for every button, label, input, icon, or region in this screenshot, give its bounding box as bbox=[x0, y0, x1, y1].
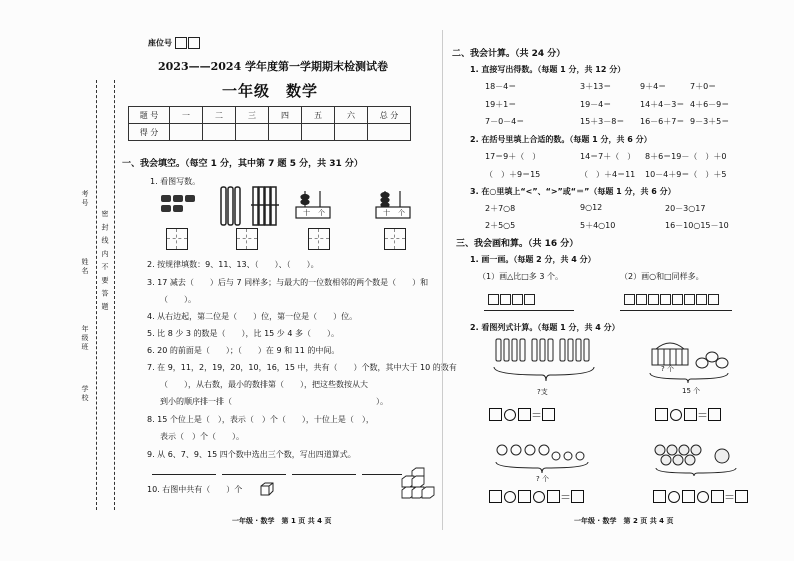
compare-item: 2＋7○8 bbox=[485, 204, 516, 213]
binding-mifeng: 密 封 线 内 不 要 答 题 bbox=[101, 210, 109, 312]
question-7-cont: （ ），从右数，最小的数排第（ ），把这些数按从大 bbox=[160, 380, 368, 389]
answer-line[interactable] bbox=[222, 474, 286, 475]
question-2: 2. 按规律填数：9、11、13、（ ）、（ ）。 bbox=[147, 260, 319, 269]
equation-1: ＝ bbox=[489, 404, 555, 423]
compare-item: 5＋4○10 bbox=[580, 221, 616, 230]
compare-item: 2＋5○5 bbox=[485, 221, 516, 230]
calc-question-1: 1. 直接写出得数。（每题 1 分，共 12 分） bbox=[470, 65, 626, 74]
basket-picture bbox=[640, 335, 740, 387]
answer-box[interactable] bbox=[571, 490, 584, 503]
abacus-label-ones: 个 bbox=[318, 209, 325, 217]
answer-line[interactable] bbox=[292, 474, 356, 475]
balls-picture bbox=[652, 440, 747, 476]
calc-question-3: 3. 在○里填上“<”、“>”或“＝”（每题 1 分，共 6 分） bbox=[470, 187, 676, 196]
seat-label: 座位号 bbox=[148, 38, 172, 48]
binding-line-outer bbox=[96, 80, 97, 510]
seat-number bbox=[148, 37, 201, 49]
exam-subject: 一年级 数学 bbox=[222, 82, 319, 100]
answer-box[interactable] bbox=[518, 490, 531, 503]
square-shape bbox=[672, 294, 683, 305]
operator-circle[interactable] bbox=[697, 491, 709, 503]
answer-box[interactable] bbox=[711, 490, 724, 503]
abacus-icon bbox=[296, 191, 410, 218]
score-cell[interactable] bbox=[302, 124, 335, 141]
question-8: 8. 15 个位上是（ ），表示（ ）个（ ），十位上是（ ）， bbox=[147, 415, 374, 424]
question-3: 3. 17 减去（ ）后与 7 同样多；与最大的一位数相邻的两个数是（ ）和 bbox=[147, 278, 429, 287]
calc-item: 16－6＋7＝ bbox=[640, 117, 685, 126]
answer-box[interactable] bbox=[708, 408, 721, 421]
header-cell: 六 bbox=[335, 107, 368, 124]
apples-question-label: ? 个 bbox=[536, 475, 549, 483]
binding-xuexiao: 学校 bbox=[81, 385, 89, 403]
compare-item: 9○12 bbox=[580, 203, 603, 212]
calc-item: 9－3＋5＝ bbox=[690, 117, 730, 126]
header-cell: 总 分 bbox=[368, 107, 411, 124]
answer-box[interactable] bbox=[542, 408, 555, 421]
answer-box[interactable] bbox=[735, 490, 748, 503]
header-cell: 四 bbox=[269, 107, 302, 124]
digit-answer-box[interactable] bbox=[308, 228, 330, 250]
calc-item: 7－0－4＝ bbox=[485, 117, 525, 126]
binding-kaohao: 考号 bbox=[81, 190, 89, 208]
pencils-question-label: ?支 bbox=[537, 388, 548, 396]
section-2-title: 二、我会计算。（共 24 分） bbox=[452, 49, 566, 59]
score-cell[interactable] bbox=[170, 124, 203, 141]
question-3-cont: （ ）。 bbox=[160, 295, 196, 304]
square-row-b bbox=[624, 289, 720, 308]
question-10: 10. 右图中共有（ ）个 bbox=[147, 485, 243, 494]
section-3-title: 三、我会画和算。（共 16 分） bbox=[456, 239, 579, 249]
fill-item: （ ）＋9＝15 bbox=[485, 170, 541, 179]
binding-xingming: 姓名 bbox=[81, 258, 89, 276]
calc-item: 4＋6－9＝ bbox=[690, 100, 730, 109]
binding-line-inner bbox=[114, 80, 115, 510]
answer-box[interactable] bbox=[653, 490, 666, 503]
calc-item: 19－4＝ bbox=[580, 100, 612, 109]
cubes-figure bbox=[400, 466, 436, 502]
question-6: 6. 20 的前面是（ ）；（ ）在 9 和 11 的中间。 bbox=[147, 346, 340, 355]
header-cell: 一 bbox=[170, 107, 203, 124]
calc-question-2: 2. 在括号里填上合适的数。（每题 1 分，共 6 分） bbox=[470, 135, 652, 144]
square-shape bbox=[696, 294, 707, 305]
fill-item: （ ）＋4＝11 bbox=[580, 170, 636, 179]
square-shape bbox=[524, 294, 535, 305]
score-table-row bbox=[129, 124, 411, 141]
answer-box[interactable] bbox=[518, 408, 531, 421]
question-7-cont: 到小的顺序排一排（ ）。 bbox=[160, 397, 388, 406]
header-cell: 五 bbox=[302, 107, 335, 124]
answer-box[interactable] bbox=[489, 408, 502, 421]
square-shape bbox=[708, 294, 719, 305]
calc-item: 14＋4－3＝ bbox=[640, 100, 685, 109]
answer-box[interactable] bbox=[682, 490, 695, 503]
basket-icon bbox=[652, 343, 688, 365]
answer-box[interactable] bbox=[655, 408, 668, 421]
header-cell: 三 bbox=[236, 107, 269, 124]
digit-answer-box[interactable] bbox=[166, 228, 188, 250]
score-cell[interactable] bbox=[203, 124, 236, 141]
question-9: 9. 从 6、7、9、15 四个数中选出三个数，写出四道算式。 bbox=[147, 450, 356, 459]
square-shape bbox=[624, 294, 635, 305]
square-row-a bbox=[488, 289, 536, 308]
drawing-line[interactable] bbox=[484, 310, 574, 311]
calc-item: 9＋4＝ bbox=[640, 82, 667, 91]
pencil-icon bbox=[494, 339, 594, 381]
operator-circle[interactable] bbox=[504, 409, 516, 421]
basket-question-label: ? 个 bbox=[661, 365, 674, 373]
ball-icon bbox=[655, 445, 729, 465]
calc-item: 15＋3－8＝ bbox=[580, 117, 625, 126]
answer-line[interactable] bbox=[152, 474, 216, 475]
draw-question-1: 1. 画一画。（每题 2 分，共 4 分） bbox=[470, 255, 596, 264]
apple-icon bbox=[497, 445, 584, 460]
square-shape bbox=[660, 294, 671, 305]
apples-picture bbox=[492, 438, 597, 478]
question-1: 1. 看图写数。 bbox=[150, 177, 201, 186]
mango-icon bbox=[696, 352, 728, 368]
binding-banji: 年级班 bbox=[81, 325, 89, 352]
bundle-icon bbox=[221, 187, 279, 225]
calc-item: 19＋1＝ bbox=[485, 100, 517, 109]
seat-box[interactable] bbox=[175, 37, 187, 49]
square-shape bbox=[636, 294, 647, 305]
answer-box[interactable] bbox=[547, 490, 560, 503]
question-7: 7. 在 9，11，2，19，20，10，16，15 中，共有（ ）个数，其中大于 10 的数有 bbox=[147, 363, 457, 372]
digit-answer-box[interactable] bbox=[236, 228, 258, 250]
calc-item: 3＋13＝ bbox=[580, 82, 612, 91]
fill-item: 10－4＋9＝（ ）＋5 bbox=[645, 170, 727, 179]
operator-circle[interactable] bbox=[533, 491, 545, 503]
score-cell[interactable] bbox=[335, 124, 368, 141]
square-shape bbox=[512, 294, 523, 305]
fill-item: 8＋6＝19－（ ）＋0 bbox=[645, 152, 727, 161]
exam-title: 2023——2024 学年度第一学期期末检测试卷 bbox=[158, 60, 389, 73]
abacus-label-tens: 十 bbox=[303, 209, 310, 217]
drawing-line[interactable] bbox=[620, 310, 732, 311]
square-shape bbox=[488, 294, 499, 305]
calc-item: 18－4＝ bbox=[485, 82, 517, 91]
score-table bbox=[128, 106, 411, 141]
section-1-title: 一、我会填空。（每空 1 分，其中第 7 题 5 分，共 31 分） bbox=[122, 159, 363, 169]
draw-question-2: 2. 看图列式计算。（每题 1 分，共 4 分） bbox=[470, 323, 620, 332]
equation-4: ＝ bbox=[653, 486, 748, 505]
digit-answer-box[interactable] bbox=[384, 228, 406, 250]
abacus-label-ones: 个 bbox=[398, 209, 405, 217]
operator-circle[interactable] bbox=[670, 409, 682, 421]
operator-circle[interactable] bbox=[668, 491, 680, 503]
square-shape bbox=[684, 294, 695, 305]
score-cell[interactable] bbox=[368, 124, 411, 141]
page-divider bbox=[442, 30, 443, 530]
compare-item: 20－3○17 bbox=[665, 204, 706, 213]
score-label: 得 分 bbox=[129, 124, 170, 141]
draw-task-a: （1）画△比□多 3 个。 bbox=[478, 272, 563, 281]
question-5: 5. 比 8 少 3 的数是（ ），比 15 少 4 多（ ）。 bbox=[147, 329, 339, 338]
page-footer-left: 一年级 · 数学 第 1 页 共 4 页 bbox=[232, 517, 332, 525]
page-footer-right: 一年级 · 数学 第 2 页 共 4 页 bbox=[574, 517, 674, 525]
draw-task-b: （2）画○和□同样多。 bbox=[620, 272, 704, 281]
header-cell: 题 号 bbox=[129, 107, 170, 124]
answer-box[interactable] bbox=[489, 490, 502, 503]
seat-box[interactable] bbox=[188, 37, 200, 49]
fill-item: 14＝7＋（ ） bbox=[580, 152, 636, 161]
answer-box[interactable] bbox=[684, 408, 697, 421]
fill-item: 17＝9＋（ ） bbox=[485, 152, 541, 161]
score-cell[interactable] bbox=[236, 124, 269, 141]
equation-2: ＝ bbox=[655, 404, 721, 423]
abacus-label-tens: 十 bbox=[383, 209, 390, 217]
cube-icon bbox=[260, 482, 274, 496]
calc-item: 7＋0＝ bbox=[690, 82, 717, 91]
equation-3: ＝ bbox=[489, 486, 584, 505]
header-cell: 二 bbox=[203, 107, 236, 124]
score-table-header bbox=[129, 107, 411, 124]
answer-line[interactable] bbox=[362, 474, 402, 475]
operator-circle[interactable] bbox=[504, 491, 516, 503]
question-8-cont: 表示（ ）个（ ）。 bbox=[160, 432, 244, 441]
question-4: 4. 从右边起，第二位是（ ）位，第一位是（ ）位。 bbox=[147, 312, 358, 321]
pencils-picture bbox=[490, 335, 605, 387]
score-cell[interactable] bbox=[269, 124, 302, 141]
sticks-icon bbox=[161, 195, 195, 212]
square-shape bbox=[648, 294, 659, 305]
compare-item: 16－10○15－10 bbox=[665, 221, 729, 230]
square-shape bbox=[500, 294, 511, 305]
fruit-total-label: 15 个 bbox=[682, 387, 701, 395]
